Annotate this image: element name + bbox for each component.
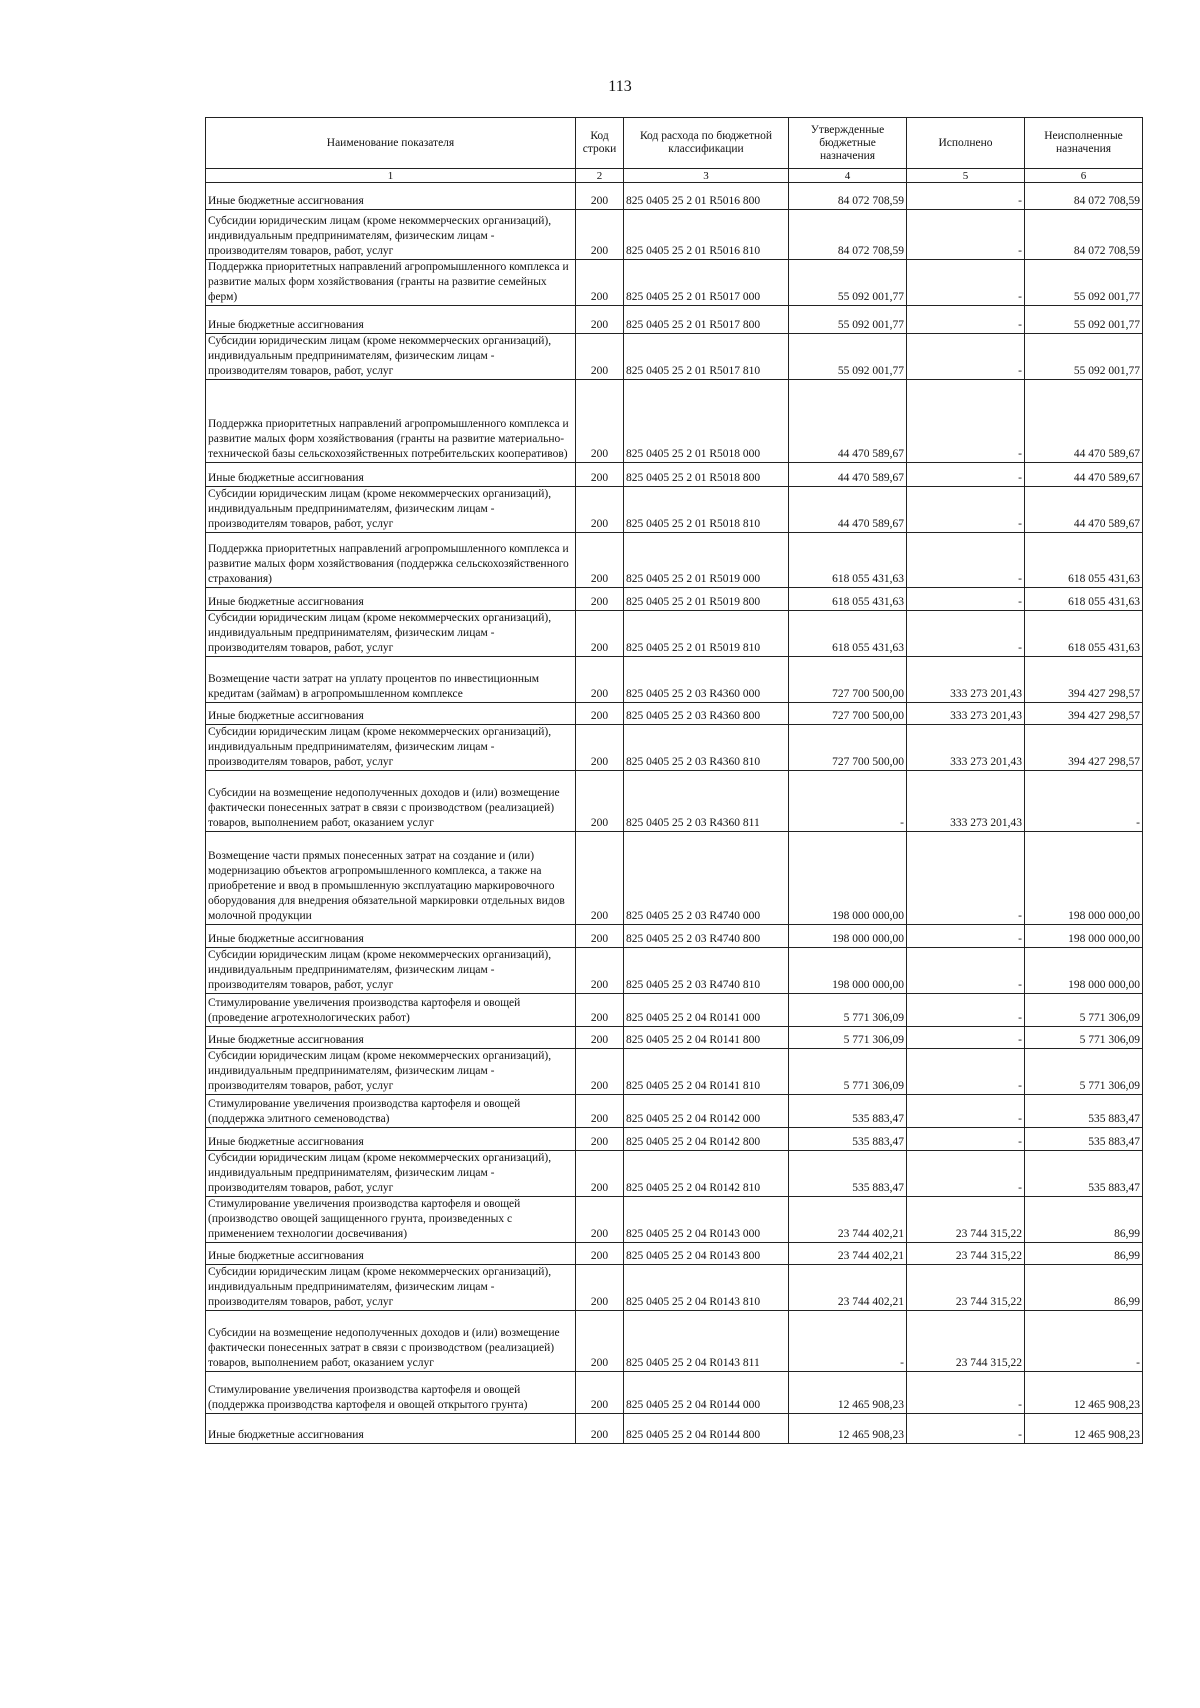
unexecuted-amount-cell: 12 465 908,23 xyxy=(1025,1414,1143,1444)
classification-code-cell: 825 0405 25 2 01 R5019 000 xyxy=(624,533,789,588)
line-code-cell: 200 xyxy=(576,1151,624,1197)
line-code-cell: 200 xyxy=(576,948,624,994)
table-row xyxy=(206,832,1143,925)
approved-amount-cell: 5 771 306,09 xyxy=(789,1027,907,1049)
line-code-cell: 200 xyxy=(576,1027,624,1049)
header-indicator-name: Наименование показателя xyxy=(206,118,576,169)
approved-amount-cell: 12 465 908,23 xyxy=(789,1414,907,1444)
approved-amount-cell: 727 700 500,00 xyxy=(789,703,907,725)
table-row xyxy=(206,1197,1143,1243)
line-code-cell: 200 xyxy=(576,463,624,487)
unexecuted-amount-cell: 394 427 298,57 xyxy=(1025,703,1143,725)
unexecuted-amount-cell: 198 000 000,00 xyxy=(1025,948,1143,994)
table-row xyxy=(206,657,1143,703)
approved-amount-cell: 23 744 402,21 xyxy=(789,1265,907,1311)
column-number-row xyxy=(206,169,1143,183)
indicator-name-cell: Иные бюджетные ассигнования xyxy=(206,703,576,725)
table-row xyxy=(206,1095,1143,1128)
executed-amount-cell: - xyxy=(907,487,1025,533)
unexecuted-amount-cell: 394 427 298,57 xyxy=(1025,725,1143,771)
executed-amount-cell: - xyxy=(907,183,1025,210)
approved-amount-cell: 84 072 708,59 xyxy=(789,210,907,260)
executed-amount-cell: - xyxy=(907,1372,1025,1414)
table-row xyxy=(206,1151,1143,1197)
approved-amount-cell: 535 883,47 xyxy=(789,1151,907,1197)
unexecuted-amount-cell: 618 055 431,63 xyxy=(1025,611,1143,657)
executed-amount-cell: - xyxy=(907,588,1025,611)
unexecuted-amount-cell: 55 092 001,77 xyxy=(1025,334,1143,380)
indicator-name-cell: Поддержка приоритетных направлений агропромышленного комплекса и развитие малых форм хозяйствования (гранты на развитие материально-технической базы сельскохозяйственных потребительских кооперативов) xyxy=(206,380,576,463)
classification-code-cell: 825 0405 25 2 04 R0144 000 xyxy=(624,1372,789,1414)
indicator-name-cell: Иные бюджетные ассигнования xyxy=(206,1414,576,1444)
unexecuted-amount-cell: 55 092 001,77 xyxy=(1025,260,1143,306)
unexecuted-amount-cell: 84 072 708,59 xyxy=(1025,210,1143,260)
approved-amount-cell: 55 092 001,77 xyxy=(789,260,907,306)
line-code-cell: 200 xyxy=(576,1243,624,1265)
approved-amount-cell: 23 744 402,21 xyxy=(789,1243,907,1265)
classification-code-cell: 825 0405 25 2 04 R0142 800 xyxy=(624,1128,789,1151)
line-code-cell: 200 xyxy=(576,487,624,533)
executed-amount-cell: - xyxy=(907,1128,1025,1151)
table-row xyxy=(206,533,1143,588)
approved-amount-cell: 618 055 431,63 xyxy=(789,611,907,657)
classification-code-cell: 825 0405 25 2 03 R4360 800 xyxy=(624,703,789,725)
page-number: 113 xyxy=(608,78,632,95)
line-code-cell: 200 xyxy=(576,725,624,771)
table-row xyxy=(206,1027,1143,1049)
column-number: 2 xyxy=(576,169,624,183)
indicator-name-cell: Иные бюджетные ассигнования xyxy=(206,463,576,487)
unexecuted-amount-cell: 5 771 306,09 xyxy=(1025,1027,1143,1049)
classification-code-cell: 825 0405 25 2 04 R0144 800 xyxy=(624,1414,789,1444)
column-number: 1 xyxy=(206,169,576,183)
executed-amount-cell: - xyxy=(907,1095,1025,1128)
line-code-cell: 200 xyxy=(576,1265,624,1311)
table-row xyxy=(206,1243,1143,1265)
line-code-cell: 200 xyxy=(576,611,624,657)
line-code-cell: 200 xyxy=(576,334,624,380)
table-row xyxy=(206,306,1143,334)
classification-code-cell: 825 0405 25 2 04 R0141 810 xyxy=(624,1049,789,1095)
indicator-name-cell: Субсидии на возмещение недополученных доходов и (или) возмещение фактически понесенных затрат в связи с производством (реализацией) товаров, выполнением работ, оказанием услуг xyxy=(206,771,576,832)
executed-amount-cell: 23 744 315,22 xyxy=(907,1197,1025,1243)
table-row xyxy=(206,771,1143,832)
classification-code-cell: 825 0405 25 2 01 R5017 800 xyxy=(624,306,789,334)
executed-amount-cell: 23 744 315,22 xyxy=(907,1265,1025,1311)
classification-code-cell: 825 0405 25 2 03 R4740 000 xyxy=(624,832,789,925)
indicator-name-cell: Субсидии юридическим лицам (кроме некоммерческих организаций), индивидуальным предпринимателям, физическим лицам - производителям товаров, работ, услуг xyxy=(206,948,576,994)
classification-code-cell: 825 0405 25 2 01 R5018 800 xyxy=(624,463,789,487)
indicator-name-cell: Субсидии юридическим лицам (кроме некоммерческих организаций), индивидуальным предпринимателям, физическим лицам - производителям товаров, работ, услуг xyxy=(206,1049,576,1095)
indicator-name-cell: Стимулирование увеличения производства картофеля и овощей (поддержка элитного семеноводства) xyxy=(206,1095,576,1128)
line-code-cell: 200 xyxy=(576,210,624,260)
approved-amount-cell: 727 700 500,00 xyxy=(789,657,907,703)
executed-amount-cell: - xyxy=(907,832,1025,925)
classification-code-cell: 825 0405 25 2 03 R4360 000 xyxy=(624,657,789,703)
table-row xyxy=(206,1265,1143,1311)
unexecuted-amount-cell: 86,99 xyxy=(1025,1197,1143,1243)
table-row xyxy=(206,487,1143,533)
executed-amount-cell: 333 273 201,43 xyxy=(907,657,1025,703)
line-code-cell: 200 xyxy=(576,657,624,703)
header-line-code: Код строки xyxy=(576,118,624,169)
indicator-name-cell: Субсидии юридическим лицам (кроме некоммерческих организаций), индивидуальным предпринимателям, физическим лицам - производителям товаров, работ, услуг xyxy=(206,334,576,380)
indicator-name-cell: Иные бюджетные ассигнования xyxy=(206,1243,576,1265)
table-row xyxy=(206,463,1143,487)
line-code-cell: 200 xyxy=(576,832,624,925)
line-code-cell: 200 xyxy=(576,183,624,210)
line-code-cell: 200 xyxy=(576,1372,624,1414)
classification-code-cell: 825 0405 25 2 01 R5019 810 xyxy=(624,611,789,657)
unexecuted-amount-cell: 535 883,47 xyxy=(1025,1095,1143,1128)
line-code-cell: 200 xyxy=(576,1049,624,1095)
table-row xyxy=(206,925,1143,948)
line-code-cell: 200 xyxy=(576,1128,624,1151)
indicator-name-cell: Иные бюджетные ассигнования xyxy=(206,183,576,210)
line-code-cell: 200 xyxy=(576,1197,624,1243)
classification-code-cell: 825 0405 25 2 03 R4740 800 xyxy=(624,925,789,948)
classification-code-cell: 825 0405 25 2 04 R0143 000 xyxy=(624,1197,789,1243)
indicator-name-cell: Стимулирование увеличения производства картофеля и овощей (проведение агротехнологических работ) xyxy=(206,994,576,1027)
classification-code-cell: 825 0405 25 2 01 R5017 000 xyxy=(624,260,789,306)
table-row xyxy=(206,1414,1143,1444)
header-approved: Утвержденные бюджетные назначения xyxy=(789,118,907,169)
unexecuted-amount-cell: 55 092 001,77 xyxy=(1025,306,1143,334)
indicator-name-cell: Субсидии юридическим лицам (кроме некоммерческих организаций), индивидуальным предпринимателям, физическим лицам - производителям товаров, работ, услуг xyxy=(206,210,576,260)
approved-amount-cell: 55 092 001,77 xyxy=(789,306,907,334)
header-row xyxy=(206,118,1143,169)
header-executed: Исполнено xyxy=(907,118,1025,169)
indicator-name-cell: Возмещение части прямых понесенных затрат на создание и (или) модернизацию объектов агропромышленного комплекса, а также на приобретение и ввод в промышленную эксплуатацию маркировочного оборудования для внедрения обязательной маркировки отдельных видов молочной продукции xyxy=(206,832,576,925)
classification-code-cell: 825 0405 25 2 01 R5017 810 xyxy=(624,334,789,380)
classification-code-cell: 825 0405 25 2 01 R5018 810 xyxy=(624,487,789,533)
line-code-cell: 200 xyxy=(576,994,624,1027)
approved-amount-cell: 198 000 000,00 xyxy=(789,948,907,994)
table-row xyxy=(206,1049,1143,1095)
indicator-name-cell: Субсидии на возмещение недополученных доходов и (или) возмещение фактически понесенных затрат в связи с производством (реализацией) товаров, выполнением работ, оказанием услуг xyxy=(206,1311,576,1372)
line-code-cell: 200 xyxy=(576,703,624,725)
classification-code-cell: 825 0405 25 2 01 R5016 810 xyxy=(624,210,789,260)
unexecuted-amount-cell: 394 427 298,57 xyxy=(1025,657,1143,703)
line-code-cell: 200 xyxy=(576,260,624,306)
executed-amount-cell: - xyxy=(907,210,1025,260)
classification-code-cell: 825 0405 25 2 04 R0143 811 xyxy=(624,1311,789,1372)
unexecuted-amount-cell: 198 000 000,00 xyxy=(1025,925,1143,948)
line-code-cell: 200 xyxy=(576,771,624,832)
approved-amount-cell: 44 470 589,67 xyxy=(789,463,907,487)
table-row xyxy=(206,1372,1143,1414)
unexecuted-amount-cell: 618 055 431,63 xyxy=(1025,588,1143,611)
approved-amount-cell: 44 470 589,67 xyxy=(789,487,907,533)
executed-amount-cell: - xyxy=(907,463,1025,487)
executed-amount-cell: - xyxy=(907,1049,1025,1095)
table-row xyxy=(206,611,1143,657)
table-row xyxy=(206,260,1143,306)
table-row xyxy=(206,1128,1143,1151)
executed-amount-cell: - xyxy=(907,1027,1025,1049)
classification-code-cell: 825 0405 25 2 01 R5019 800 xyxy=(624,588,789,611)
column-number: 3 xyxy=(624,169,789,183)
executed-amount-cell: 333 273 201,43 xyxy=(907,771,1025,832)
indicator-name-cell: Иные бюджетные ассигнования xyxy=(206,1128,576,1151)
line-code-cell: 200 xyxy=(576,1095,624,1128)
indicator-name-cell: Стимулирование увеличения производства картофеля и овощей (производство овощей защищенного грунта, произведенных с применением технологии досвечивания) xyxy=(206,1197,576,1243)
unexecuted-amount-cell: 535 883,47 xyxy=(1025,1128,1143,1151)
classification-code-cell: 825 0405 25 2 03 R4740 810 xyxy=(624,948,789,994)
executed-amount-cell: - xyxy=(907,306,1025,334)
approved-amount-cell: 5 771 306,09 xyxy=(789,1049,907,1095)
budget-execution-table xyxy=(205,117,1143,1444)
table-row xyxy=(206,380,1143,463)
header-unexecuted: Неисполненные назначения xyxy=(1025,118,1143,169)
line-code-cell: 200 xyxy=(576,1311,624,1372)
classification-code-cell: 825 0405 25 2 03 R4360 811 xyxy=(624,771,789,832)
indicator-name-cell: Субсидии юридическим лицам (кроме некоммерческих организаций), индивидуальным предпринимателям, физическим лицам - производителям товаров, работ, услуг xyxy=(206,487,576,533)
line-code-cell: 200 xyxy=(576,1414,624,1444)
approved-amount-cell: 23 744 402,21 xyxy=(789,1197,907,1243)
table-row xyxy=(206,210,1143,260)
classification-code-cell: 825 0405 25 2 04 R0142 000 xyxy=(624,1095,789,1128)
approved-amount-cell: 198 000 000,00 xyxy=(789,925,907,948)
unexecuted-amount-cell: - xyxy=(1025,1311,1143,1372)
header-budget-classification-code: Код расхода по бюджетной классификации xyxy=(624,118,789,169)
executed-amount-cell: - xyxy=(907,334,1025,380)
executed-amount-cell: - xyxy=(907,1151,1025,1197)
executed-amount-cell: - xyxy=(907,948,1025,994)
executed-amount-cell: 23 744 315,22 xyxy=(907,1243,1025,1265)
line-code-cell: 200 xyxy=(576,925,624,948)
executed-amount-cell: 23 744 315,22 xyxy=(907,1311,1025,1372)
classification-code-cell: 825 0405 25 2 04 R0142 810 xyxy=(624,1151,789,1197)
unexecuted-amount-cell: 44 470 589,67 xyxy=(1025,463,1143,487)
indicator-name-cell: Поддержка приоритетных направлений агропромышленного комплекса и развитие малых форм хозяйствования (поддержка сельскохозяйственного страхования) xyxy=(206,533,576,588)
approved-amount-cell: 618 055 431,63 xyxy=(789,533,907,588)
approved-amount-cell: - xyxy=(789,771,907,832)
indicator-name-cell: Иные бюджетные ассигнования xyxy=(206,925,576,948)
line-code-cell: 200 xyxy=(576,380,624,463)
unexecuted-amount-cell: 44 470 589,67 xyxy=(1025,380,1143,463)
approved-amount-cell: 5 771 306,09 xyxy=(789,994,907,1027)
table-row xyxy=(206,994,1143,1027)
unexecuted-amount-cell: - xyxy=(1025,771,1143,832)
indicator-name-cell: Субсидии юридическим лицам (кроме некоммерческих организаций), индивидуальным предпринимателям, физическим лицам - производителям товаров, работ, услуг xyxy=(206,1151,576,1197)
executed-amount-cell: - xyxy=(907,994,1025,1027)
approved-amount-cell: 44 470 589,67 xyxy=(789,380,907,463)
table-row xyxy=(206,948,1143,994)
approved-amount-cell: 84 072 708,59 xyxy=(789,183,907,210)
approved-amount-cell: - xyxy=(789,1311,907,1372)
approved-amount-cell: 12 465 908,23 xyxy=(789,1372,907,1414)
column-number: 6 xyxy=(1025,169,1143,183)
executed-amount-cell: 333 273 201,43 xyxy=(907,703,1025,725)
indicator-name-cell: Иные бюджетные ассигнования xyxy=(206,306,576,334)
unexecuted-amount-cell: 12 465 908,23 xyxy=(1025,1372,1143,1414)
line-code-cell: 200 xyxy=(576,306,624,334)
classification-code-cell: 825 0405 25 2 01 R5018 000 xyxy=(624,380,789,463)
indicator-name-cell: Субсидии юридическим лицам (кроме некоммерческих организаций), индивидуальным предпринимателям, физическим лицам - производителям товаров, работ, услуг xyxy=(206,725,576,771)
classification-code-cell: 825 0405 25 2 01 R5016 800 xyxy=(624,183,789,210)
indicator-name-cell: Иные бюджетные ассигнования xyxy=(206,1027,576,1049)
indicator-name-cell: Субсидии юридическим лицам (кроме некоммерческих организаций), индивидуальным предпринимателям, физическим лицам - производителям товаров, работ, услуг xyxy=(206,611,576,657)
unexecuted-amount-cell: 5 771 306,09 xyxy=(1025,1049,1143,1095)
approved-amount-cell: 198 000 000,00 xyxy=(789,832,907,925)
approved-amount-cell: 55 092 001,77 xyxy=(789,334,907,380)
executed-amount-cell: - xyxy=(907,611,1025,657)
unexecuted-amount-cell: 86,99 xyxy=(1025,1243,1143,1265)
executed-amount-cell: - xyxy=(907,1414,1025,1444)
classification-code-cell: 825 0405 25 2 04 R0141 000 xyxy=(624,994,789,1027)
unexecuted-amount-cell: 86,99 xyxy=(1025,1265,1143,1311)
unexecuted-amount-cell: 5 771 306,09 xyxy=(1025,994,1143,1027)
table-row xyxy=(206,588,1143,611)
classification-code-cell: 825 0405 25 2 03 R4360 810 xyxy=(624,725,789,771)
indicator-name-cell: Иные бюджетные ассигнования xyxy=(206,588,576,611)
approved-amount-cell: 535 883,47 xyxy=(789,1095,907,1128)
approved-amount-cell: 618 055 431,63 xyxy=(789,588,907,611)
table-row xyxy=(206,183,1143,210)
executed-amount-cell: - xyxy=(907,925,1025,948)
unexecuted-amount-cell: 198 000 000,00 xyxy=(1025,832,1143,925)
classification-code-cell: 825 0405 25 2 04 R0143 810 xyxy=(624,1265,789,1311)
executed-amount-cell: - xyxy=(907,533,1025,588)
classification-code-cell: 825 0405 25 2 04 R0143 800 xyxy=(624,1243,789,1265)
column-number: 4 xyxy=(789,169,907,183)
line-code-cell: 200 xyxy=(576,533,624,588)
table-row xyxy=(206,703,1143,725)
indicator-name-cell: Поддержка приоритетных направлений агропромышленного комплекса и развитие малых форм хозяйствования (гранты на развитие семейных ферм) xyxy=(206,260,576,306)
unexecuted-amount-cell: 44 470 589,67 xyxy=(1025,487,1143,533)
unexecuted-amount-cell: 535 883,47 xyxy=(1025,1151,1143,1197)
indicator-name-cell: Стимулирование увеличения производства картофеля и овощей (поддержка производства картофеля и овощей открытого грунта) xyxy=(206,1372,576,1414)
column-number: 5 xyxy=(907,169,1025,183)
table-row xyxy=(206,1311,1143,1372)
table-body xyxy=(206,183,1143,1444)
table-row xyxy=(206,334,1143,380)
executed-amount-cell: - xyxy=(907,260,1025,306)
unexecuted-amount-cell: 618 055 431,63 xyxy=(1025,533,1143,588)
classification-code-cell: 825 0405 25 2 04 R0141 800 xyxy=(624,1027,789,1049)
table-row xyxy=(206,725,1143,771)
line-code-cell: 200 xyxy=(576,588,624,611)
unexecuted-amount-cell: 84 072 708,59 xyxy=(1025,183,1143,210)
indicator-name-cell: Возмещение части затрат на уплату процентов по инвестиционным кредитам (займам) в агропромышленном комплексе xyxy=(206,657,576,703)
approved-amount-cell: 727 700 500,00 xyxy=(789,725,907,771)
executed-amount-cell: 333 273 201,43 xyxy=(907,725,1025,771)
approved-amount-cell: 535 883,47 xyxy=(789,1128,907,1151)
executed-amount-cell: - xyxy=(907,380,1025,463)
indicator-name-cell: Субсидии юридическим лицам (кроме некоммерческих организаций), индивидуальным предпринимателям, физическим лицам - производителям товаров, работ, услуг xyxy=(206,1265,576,1311)
